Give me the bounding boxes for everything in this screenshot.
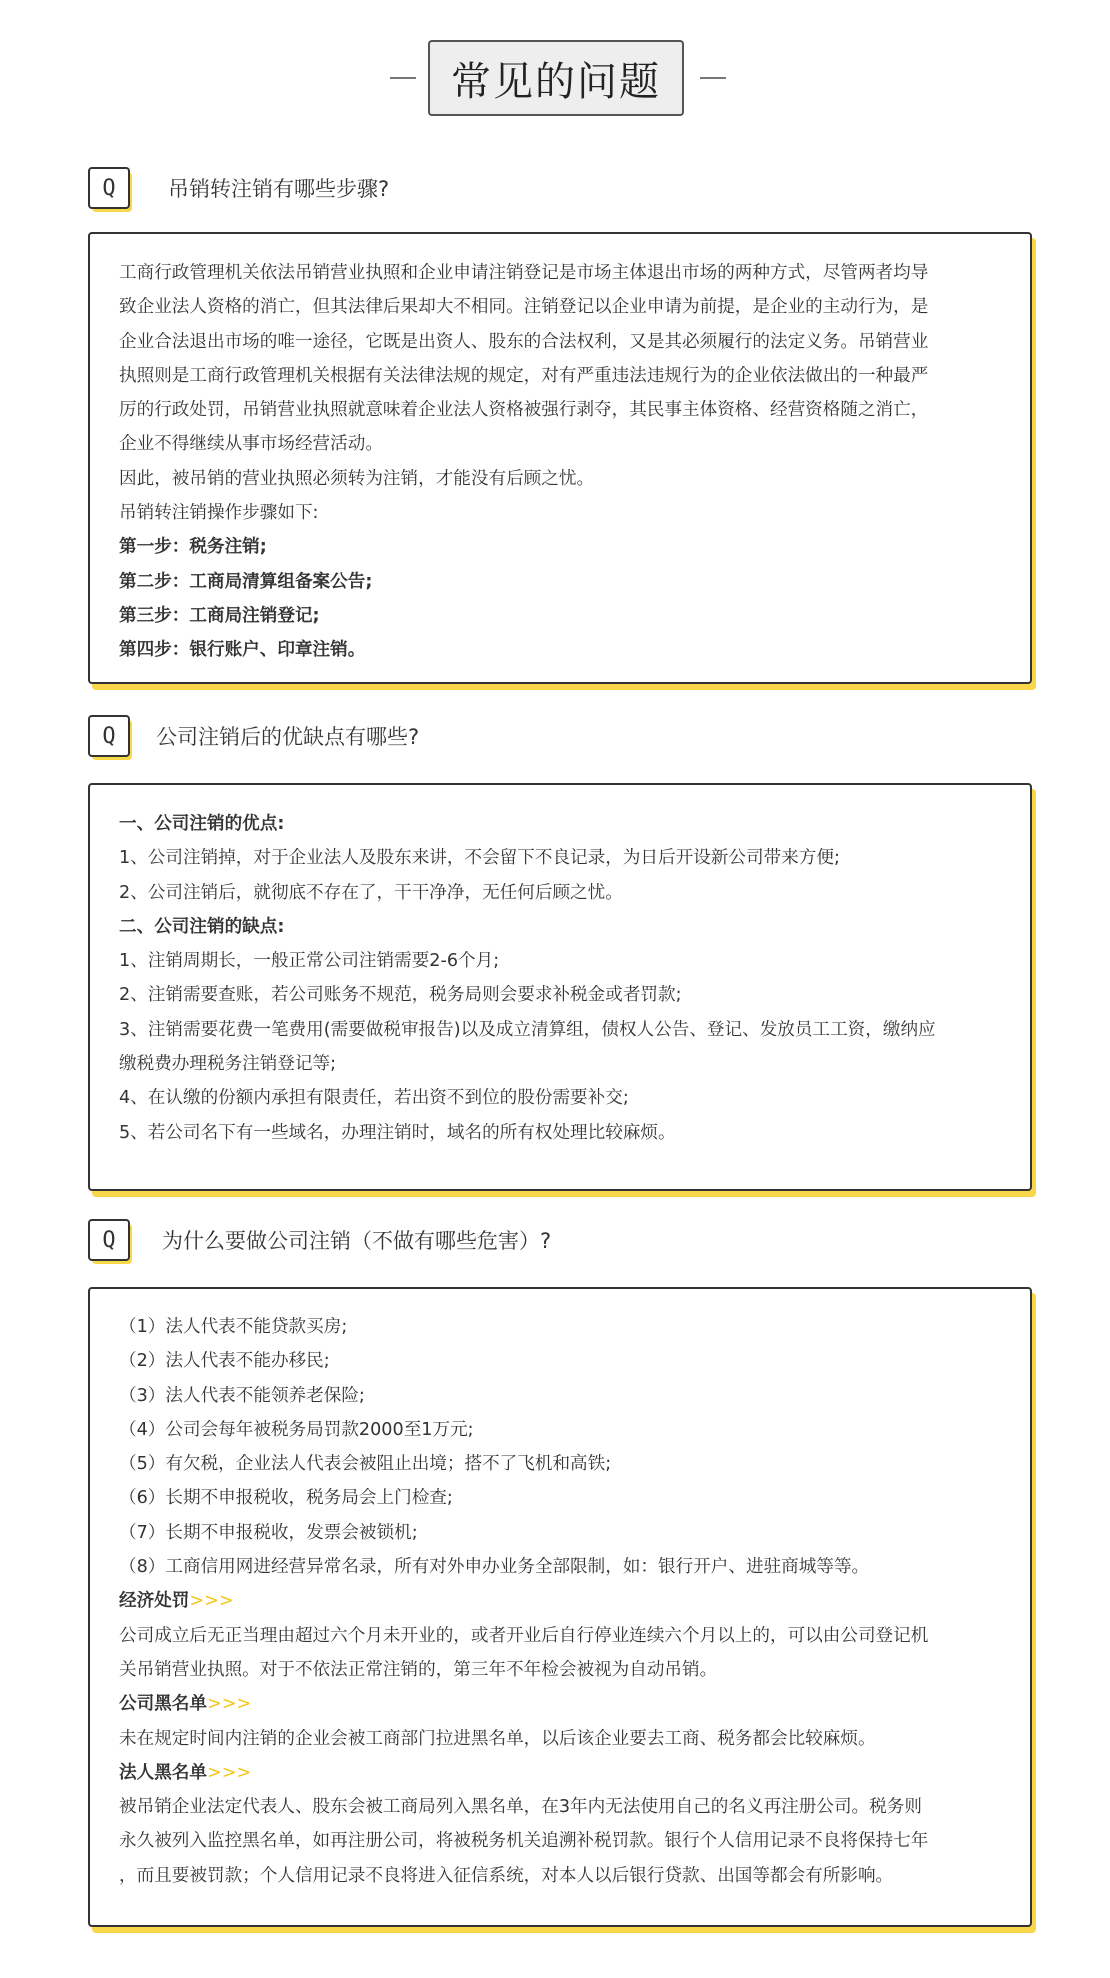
answer-paragraph: 吊销转注销操作步骤如下: [119, 503, 319, 524]
question-title: 吊销转注销有哪些步骤? [168, 177, 390, 201]
list-item: （8）工商信用网进经营异常名录，所有对外申办业务全部限制，如：银行开户、进驻商城等等。 [119, 1557, 870, 1578]
list-item: （1）法人代表不能贷款买房; [119, 1317, 348, 1337]
question-1 [88, 167, 488, 213]
answer-paragraph: 被吊销企业法定代表人、股东会被工商局列入黑名单，在3年内无法使用自己的名义再注册公司。税务则 [119, 1797, 922, 1818]
answer-paragraph: 2、注销需要查账，若公司账务不规范，税务局则会要求补税金或者罚款; [119, 985, 682, 1006]
title-dash-right [700, 77, 726, 79]
answer-card-1 [88, 232, 1032, 684]
answer-paragraph: 永久被列入监控黑名单，如再注册公司，将被税务机关追溯补税罚款。银行个人信用记录不良将保持七年 [119, 1831, 929, 1852]
title-dash-left [390, 77, 416, 79]
arrow-icon: >>> [206, 1694, 252, 1715]
page-header [0, 40, 1110, 114]
answer-paragraph: 4、在认缴的份额内承担有限责任，若出资不到位的股份需要补交; [119, 1088, 629, 1109]
answer-paragraph: 关吊销营业执照。对于不依法正常注销的，第三年不年检会被视为自动吊销。 [119, 1659, 718, 1680]
list-item: （5）有欠税，企业法人代表会被阻止出境；搭不了飞机和高铁; [119, 1454, 612, 1475]
subheading: 一、公司注销的优点: [119, 814, 285, 834]
answer-card-2 [88, 783, 1032, 1191]
question-title: 公司注销后的优缺点有哪些? [156, 725, 420, 749]
step-item: 第四步：银行账户、印章注销。 [119, 640, 366, 661]
step-item: 第一步：税务注销; [119, 537, 267, 558]
question-3 [88, 1219, 588, 1265]
answer-card-3 [88, 1287, 1032, 1927]
answer-paragraph: ，而且要被罚款；个人信用记录不良将进入征信系统，对本人以后银行贷款、出国等都会有所影响。 [119, 1865, 894, 1886]
answer-paragraph: 执照则是工商行政管理机关根据有关法律法规的规定，对有严重违法违规行为的企业依法做出的一种最严 [119, 365, 929, 386]
answer-paragraph: 工商行政管理机关依法吊销营业执照和企业申请注销登记是市场主体退出市场的两种方式，尽管两者均导 [119, 263, 929, 283]
answer-paragraph: 1、注销周期长，一般正常公司注销需要2-6个月; [119, 951, 500, 972]
answer-paragraph: 厉的行政处罚，吊销营业执照就意味着企业法人资格被强行剥夺，其民事主体资格、经营资格随之消亡， [119, 400, 929, 421]
answer-paragraph: 3、注销需要花费一笔费用(需要做税审报告)以及成立清算组，债权人公告、登记、发放员工工资，缴纳应 [119, 1019, 936, 1040]
answer-paragraph: 企业不得继续从事市场经营活动。 [119, 434, 383, 455]
list-item: （7）长期不申报税收，发票会被锁机; [119, 1522, 418, 1543]
q-badge-icon: Q [88, 167, 128, 207]
subheading: 二、公司注销的缺点: [119, 916, 285, 937]
question-title: 为什么要做公司注销（不做有哪些危害）? [162, 1229, 552, 1253]
step-item: 第二步：工商局清算组备案公告; [119, 571, 373, 592]
answer-paragraph: 2、公司注销后，就彻底不存在了，干干净净，无任何后顾之忧。 [119, 882, 623, 903]
answer-paragraph: 致企业法人资格的消亡，但其法律后果却大不相同。注销登记以企业申请为前提，是企业的主动行为，是 [119, 297, 929, 318]
q-badge-icon: Q [88, 1219, 128, 1259]
arrow-icon: >>> [189, 1591, 234, 1612]
answer-paragraph: 缴税费办理税务注销登记等; [119, 1054, 337, 1075]
q-badge-icon: Q [88, 715, 128, 755]
subheading-legal-person-blacklist: 法人黑名单>>> [119, 1762, 252, 1783]
answer-paragraph: 企业合法退出市场的唯一途径，它既是出资人、股东的合法权利，又是其必须履行的法定义务。吊销营业 [119, 331, 929, 352]
answer-paragraph: 5、若公司名下有一些域名，办理注销时，域名的所有权处理比较麻烦。 [119, 1122, 676, 1143]
step-item: 第三步：工商局注销登记; [119, 605, 320, 626]
list-item: （3）法人代表不能领养老保险; [119, 1385, 365, 1406]
list-item: （6）长期不申报税收，税务局会上门检查; [119, 1488, 453, 1509]
page-title: 常见的问题 [428, 40, 684, 116]
arrow-icon: >>> [206, 1762, 252, 1783]
list-item: （2）法人代表不能办移民; [119, 1351, 330, 1372]
subheading-company-blacklist: 公司黑名单>>> [119, 1694, 252, 1715]
question-2 [88, 715, 488, 761]
answer-paragraph: 1、公司注销掉，对于企业法人及股东来讲，不会留下不良记录，为日后开设新公司带来方便; [119, 848, 840, 869]
answer-paragraph: 因此，被吊销的营业执照必须转为注销，才能没有后顾之忧。 [119, 468, 595, 489]
answer-paragraph: 未在规定时间内注销的企业会被工商部门拉进黑名单，以后该企业要去工商、税务都会比较麻烦。 [119, 1728, 876, 1749]
subheading-economic-penalty: 经济处罚>>> [119, 1591, 234, 1612]
list-item: （4）公司会每年被税务局罚款2000至1万元; [119, 1419, 474, 1440]
answer-paragraph: 公司成立后无正当理由超过六个月未开业的，或者开业后自行停业连续六个月以上的，可以由公司登记机 [119, 1625, 929, 1646]
